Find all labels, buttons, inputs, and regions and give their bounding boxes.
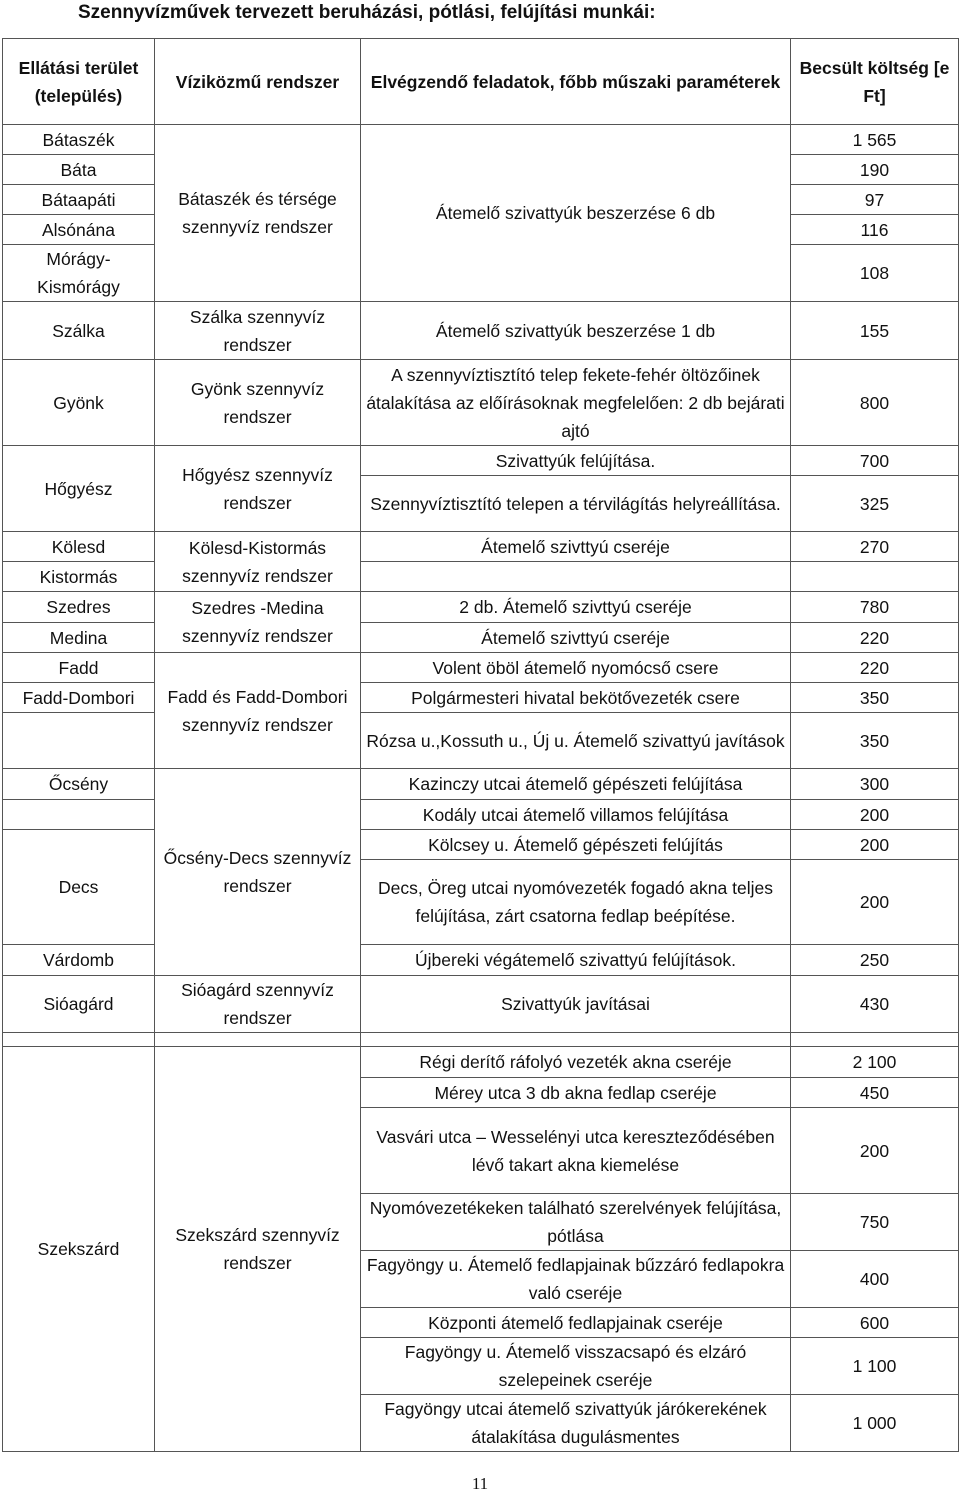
task-cell: Újbereki végátemelő szivattyú felújítások. xyxy=(361,945,791,976)
system-cell: Kölesd-Kistormás szennyvíz rendszer xyxy=(155,532,361,592)
table-row xyxy=(3,769,959,800)
cost-cell: 220 xyxy=(791,623,959,653)
task-cell: Régi derítő ráfolyó vezeték akna cseréje xyxy=(361,1047,791,1078)
task-cell xyxy=(361,562,791,592)
cost-cell: 350 xyxy=(791,713,959,769)
system-cell: Szedres -Medina szennyvíz rendszer xyxy=(155,592,361,653)
cost-cell: 1 000 xyxy=(791,1395,959,1452)
table-row xyxy=(3,683,959,713)
cost-cell: 1 100 xyxy=(791,1338,959,1395)
task-cell: Szivattyúk javításai xyxy=(361,976,791,1033)
area-cell: Medina xyxy=(3,623,155,653)
table-row xyxy=(3,945,959,976)
area-cell: Szekszárd xyxy=(3,1047,155,1452)
task-cell: A szennyvíztisztító telep fekete-fehér öltözőinek átalakítása az előírásoknak megfelelően: 2 db bejárati ajtó xyxy=(361,360,791,446)
system-cell: Fadd és Fadd-Dombori szennyvíz rendszer xyxy=(155,653,361,769)
system-cell: Szekszárd szennyvíz rendszer xyxy=(155,1047,361,1452)
cost-cell: 1 565 xyxy=(791,125,959,155)
area-cell: Hőgyész xyxy=(3,446,155,532)
area-cell: Várdomb xyxy=(3,945,155,976)
table-row xyxy=(3,976,959,1033)
area-cell: Decs xyxy=(3,830,155,945)
table-row xyxy=(3,562,959,592)
header-system: Víziközmű rendszer xyxy=(155,39,361,125)
area-cell: Fadd xyxy=(3,653,155,683)
area-cell xyxy=(3,1033,155,1047)
cost-cell: 200 xyxy=(791,1108,959,1194)
table-header-row xyxy=(3,39,959,125)
cost-cell: 450 xyxy=(791,1078,959,1108)
task-cell: Átemelő szivattyúk beszerzése 1 db xyxy=(361,302,791,360)
table-row xyxy=(3,592,959,623)
area-cell xyxy=(3,713,155,769)
task-cell: Átemelő szivattyúk beszerzése 6 db xyxy=(361,125,791,302)
cost-cell: 270 xyxy=(791,532,959,562)
task-cell: 2 db. Átemelő szivttyú cseréje xyxy=(361,592,791,623)
table-row xyxy=(3,713,959,769)
cost-cell: 325 xyxy=(791,476,959,532)
area-cell: Báta xyxy=(3,155,155,185)
task-cell: Szennyvíztisztító telepen a térvilágítás helyreállítása. xyxy=(361,476,791,532)
task-cell: Szivattyúk felújítása. xyxy=(361,446,791,476)
cost-cell: 600 xyxy=(791,1308,959,1338)
cost-cell: 116 xyxy=(791,215,959,245)
area-cell: Őcsény xyxy=(3,769,155,800)
cost-cell: 250 xyxy=(791,945,959,976)
task-cell: Volent öböl átemelő nyomócső csere xyxy=(361,653,791,683)
task-cell: Vasvári utca – Wesselényi utca kereszteződésében lévő takart akna kiemelése xyxy=(361,1108,791,1194)
system-cell: Őcsény-Decs szennyvíz rendszer xyxy=(155,769,361,976)
task-cell: Fagyöngy u. Átemelő fedlapjainak bűzzáró fedlapokra való cseréje xyxy=(361,1251,791,1308)
area-cell: Alsónána xyxy=(3,215,155,245)
cost-cell: 200 xyxy=(791,800,959,830)
area-cell: Sióagárd xyxy=(3,976,155,1033)
area-cell: Mórágy-Kismórágy xyxy=(3,245,155,302)
cost-cell xyxy=(791,1033,959,1047)
area-cell: Szálka xyxy=(3,302,155,360)
cost-cell: 155 xyxy=(791,302,959,360)
task-cell xyxy=(361,1033,791,1047)
cost-cell: 2 100 xyxy=(791,1047,959,1078)
table-row xyxy=(3,653,959,683)
table-row xyxy=(3,1033,959,1047)
task-cell: Nyomóvezetékeken található szerelvények felújítása, pótlása xyxy=(361,1194,791,1251)
cost-cell: 97 xyxy=(791,185,959,215)
task-cell: Kölcsey u. Átemelő gépészeti felújítás xyxy=(361,830,791,860)
system-cell: Sióagárd szennyvíz rendszer xyxy=(155,976,361,1033)
area-cell: Bátaszék xyxy=(3,125,155,155)
area-cell: Fadd-Dombori xyxy=(3,683,155,713)
header-cost: Becsült költség [e Ft] xyxy=(791,39,959,125)
cost-cell: 430 xyxy=(791,976,959,1033)
task-cell: Fagyöngy utcai átemelő szivattyúk járókerekének átalakítása dugulásmentes xyxy=(361,1395,791,1452)
cost-cell: 800 xyxy=(791,360,959,446)
cost-cell: 400 xyxy=(791,1251,959,1308)
system-cell: Gyönk szennyvíz rendszer xyxy=(155,360,361,446)
table-row xyxy=(3,830,959,860)
task-cell: Mérey utca 3 db akna fedlap cseréje xyxy=(361,1078,791,1108)
system-cell: Bátaszék és térsége szennyvíz rendszer xyxy=(155,125,361,302)
header-area: Ellátási terület (település) xyxy=(3,39,155,125)
cost-cell: 750 xyxy=(791,1194,959,1251)
area-cell xyxy=(3,800,155,830)
table-row xyxy=(3,446,959,476)
cost-cell: 200 xyxy=(791,860,959,945)
task-cell: Átemelő szivttyú cseréje xyxy=(361,532,791,562)
page-title: Szennyvízművek tervezett beruházási, pótlási, felújítási munkái: xyxy=(78,2,656,23)
cost-cell: 108 xyxy=(791,245,959,302)
task-cell: Polgármesteri hivatal bekötővezeték csere xyxy=(361,683,791,713)
cost-cell: 780 xyxy=(791,592,959,623)
table-row xyxy=(3,623,959,653)
table-row xyxy=(3,125,959,155)
cost-cell: 190 xyxy=(791,155,959,185)
cost-cell: 700 xyxy=(791,446,959,476)
table-row xyxy=(3,532,959,562)
task-cell: Kodály utcai átemelő villamos felújítása xyxy=(361,800,791,830)
task-cell: Központi átemelő fedlapjainak cseréje xyxy=(361,1308,791,1338)
cost-cell: 200 xyxy=(791,830,959,860)
task-cell: Fagyöngy u. Átemelő visszacsapó és elzáró szelepeinek cseréje xyxy=(361,1338,791,1395)
task-cell: Decs, Öreg utcai nyomóvezeték fogadó akna teljes felújítása, zárt csatorna fedlap beépítése. xyxy=(361,860,791,945)
system-cell: Hőgyész szennyvíz rendszer xyxy=(155,446,361,532)
table-row xyxy=(3,360,959,446)
system-cell xyxy=(155,1033,361,1047)
area-cell: Kölesd xyxy=(3,532,155,562)
task-cell: Átemelő szivttyú cseréje xyxy=(361,623,791,653)
task-cell: Rózsa u.,Kossuth u., Új u. Átemelő szivattyú javítások xyxy=(361,713,791,769)
cost-cell xyxy=(791,562,959,592)
task-cell: Kazinczy utcai átemelő gépészeti felújítása xyxy=(361,769,791,800)
table-row xyxy=(3,302,959,360)
table-row xyxy=(3,800,959,830)
system-cell: Szálka szennyvíz rendszer xyxy=(155,302,361,360)
area-cell: Bátaapáti xyxy=(3,185,155,215)
area-cell: Szedres xyxy=(3,592,155,623)
cost-cell: 300 xyxy=(791,769,959,800)
investment-table xyxy=(2,38,959,1452)
header-tasks: Elvégzendő feladatok, főbb műszaki paraméterek xyxy=(361,39,791,125)
page-number: 11 xyxy=(471,1474,489,1493)
area-cell: Gyönk xyxy=(3,360,155,446)
cost-cell: 220 xyxy=(791,653,959,683)
area-cell: Kistormás xyxy=(3,562,155,592)
cost-cell: 350 xyxy=(791,683,959,713)
table-row xyxy=(3,1047,959,1078)
